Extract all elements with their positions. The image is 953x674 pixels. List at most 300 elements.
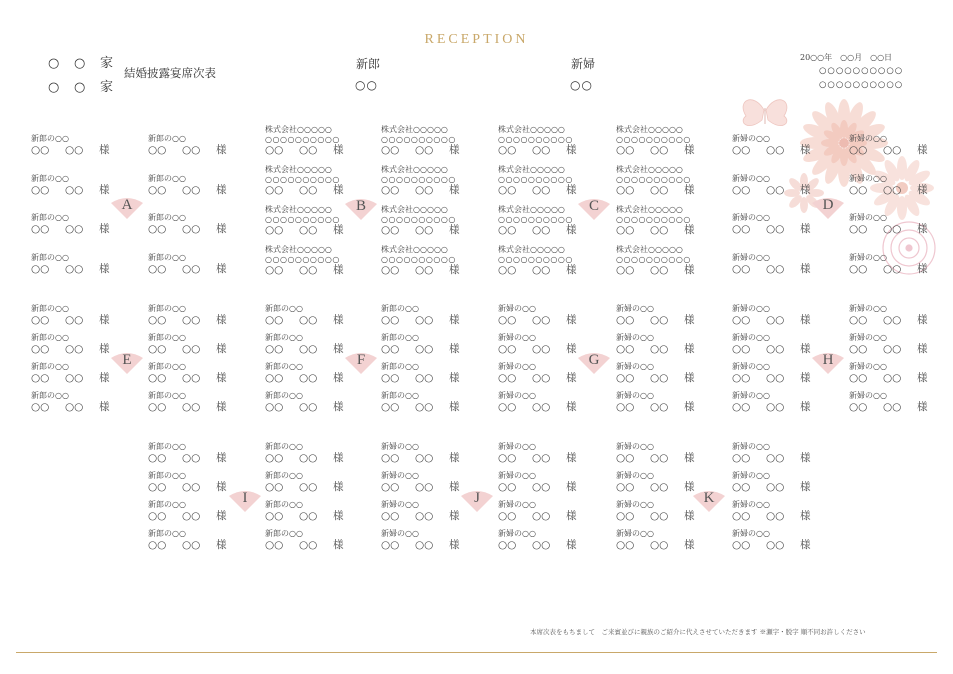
guest-honorific: 様 — [684, 144, 695, 156]
guest-honorific: 様 — [800, 183, 811, 196]
table-label: B — [355, 198, 366, 214]
guest-relation: 新婦の○○ — [498, 333, 536, 342]
guest-entry — [732, 529, 842, 555]
guest-name — [265, 481, 375, 493]
guest-honorific: 様 — [449, 481, 460, 493]
guest-family-name: ○○ — [498, 401, 517, 413]
guest-entry — [498, 304, 608, 330]
guest-relation: 新郎の○○ — [31, 173, 69, 183]
guest-entry — [381, 245, 491, 276]
guest-family-name: ○○ — [148, 481, 167, 493]
guest-family-name: ○○ — [148, 343, 167, 355]
family-row-1 — [48, 52, 113, 71]
guest-relation: 新婦の○○ — [498, 362, 536, 371]
guest-name — [616, 314, 726, 326]
table-label: J — [474, 489, 480, 506]
guest-name — [265, 452, 375, 464]
guest-family-name: ○○ — [31, 144, 50, 156]
guest-given-name: ○○ — [182, 262, 201, 275]
guest-given-name: ○○ — [766, 401, 785, 413]
guest-relation: 新婦の○○ — [381, 442, 419, 451]
guest-honorific: 様 — [684, 452, 695, 464]
guest-relation: 新婦の○○ — [732, 442, 770, 451]
guest-name — [148, 372, 258, 384]
guest-honorific: 様 — [566, 372, 577, 384]
guest-department: ○○○○○○○○○○ — [616, 255, 691, 264]
guest-entry — [265, 529, 375, 555]
guest-honorific: 様 — [333, 510, 344, 522]
guest-family-name: ○○ — [732, 510, 751, 522]
guest-relation: 新婦の○○ — [849, 333, 887, 342]
guest-family-name: ○○ — [31, 343, 50, 355]
guest-given-name: ○○ — [65, 343, 84, 355]
guest-given-name: ○○ — [766, 343, 785, 355]
guest-company: 株式会社○○○○○ — [616, 245, 683, 254]
guest-given-name: ○○ — [415, 264, 434, 276]
guest-family-name: ○○ — [381, 314, 400, 326]
guest-family-name: ○○ — [616, 343, 635, 355]
guest-entry — [849, 134, 953, 160]
guest-given-name: ○○ — [650, 372, 669, 384]
guest-honorific: 様 — [684, 184, 695, 196]
guest-family-name: ○○ — [265, 314, 284, 326]
guest-entry — [616, 333, 726, 359]
guest-name — [732, 372, 842, 384]
guest-entry — [849, 174, 953, 200]
guest-family-name: ○○ — [148, 183, 167, 196]
guest-entry — [381, 165, 491, 196]
guest-name — [148, 452, 258, 464]
guest-honorific: 様 — [800, 481, 811, 493]
guest-entry — [849, 391, 953, 417]
guest-given-name: ○○ — [650, 401, 669, 413]
guest-relation: 新郎の○○ — [265, 304, 303, 313]
guest-name — [498, 452, 608, 464]
guest-family-name: ○○ — [616, 224, 635, 236]
guest-honorific: 様 — [684, 539, 695, 551]
table-label: G — [588, 351, 600, 368]
guest-honorific: 様 — [917, 144, 928, 156]
guest-given-name: ○○ — [65, 401, 84, 413]
guest-name — [381, 452, 491, 464]
guest-department: ○○○○○○○○○○ — [381, 255, 456, 264]
guest-name — [381, 539, 491, 551]
guest-given-name: ○○ — [65, 223, 84, 235]
guest-given-name: ○○ — [883, 223, 902, 235]
guest-entry — [265, 125, 375, 156]
guest-name — [849, 184, 953, 196]
guest-family-name: ○○ — [616, 372, 635, 384]
table-label: D — [822, 197, 834, 214]
family-circle: ○ — [74, 56, 86, 71]
guest-relation: 新婦の○○ — [616, 362, 654, 371]
guest-entry — [265, 471, 375, 497]
table-label: I — [242, 489, 248, 506]
footer-rule — [16, 652, 937, 653]
guest-given-name: ○○ — [65, 314, 84, 326]
guest-honorific: 様 — [99, 183, 110, 196]
guest-given-name: ○○ — [532, 144, 551, 156]
guest-given-name: ○○ — [650, 144, 669, 156]
guest-name — [31, 263, 141, 275]
guest-family-name: ○○ — [31, 314, 50, 326]
guest-family-name: ○○ — [616, 314, 635, 326]
guest-honorific: 様 — [99, 314, 110, 326]
guest-family-name: ○○ — [616, 264, 635, 276]
guest-relation: 新婦の○○ — [849, 362, 887, 371]
guest-entry — [732, 471, 842, 497]
guest-honorific: 様 — [216, 372, 227, 384]
guest-name — [148, 223, 258, 235]
guest-relation: 新婦の○○ — [381, 500, 419, 509]
guest-relation: 新郎の○○ — [148, 134, 186, 143]
guest-family-name: ○○ — [265, 539, 284, 551]
guest-relation: 新婦の○○ — [732, 304, 770, 313]
guest-given-name: ○○ — [415, 314, 434, 326]
guest-given-name: ○○ — [415, 539, 434, 551]
guest-honorific: 様 — [684, 314, 695, 326]
guest-family-name: ○○ — [381, 481, 400, 493]
guest-family-name: ○○ — [381, 224, 400, 236]
guest-family-name: ○○ — [732, 343, 751, 355]
guest-honorific: 様 — [333, 314, 344, 326]
guest-honorific: 様 — [216, 144, 227, 156]
guest-department: ○○○○○○○○○○ — [498, 255, 573, 264]
guest-department: ○○○○○○○○○○ — [498, 215, 573, 224]
guest-relation: 新郎の○○ — [148, 362, 186, 371]
guest-name — [732, 223, 842, 235]
guest-entry — [616, 442, 726, 468]
guest-honorific: 様 — [800, 372, 811, 384]
guest-given-name: ○○ — [182, 314, 201, 326]
guest-given-name: ○○ — [532, 401, 551, 413]
guest-family-name: ○○ — [148, 372, 167, 384]
table-label: A — [121, 197, 133, 214]
guest-family-name: ○○ — [732, 144, 751, 156]
guest-honorific: 様 — [917, 372, 928, 384]
guest-relation: 新婦の○○ — [732, 252, 770, 262]
guest-honorific: 様 — [684, 372, 695, 384]
guest-family-name: ○○ — [381, 510, 400, 522]
guest-given-name: ○○ — [415, 224, 434, 236]
guest-relation: 新郎の○○ — [148, 391, 186, 400]
guest-company: 株式会社○○○○○ — [498, 205, 565, 214]
guest-family-name: ○○ — [381, 372, 400, 384]
guest-relation: 新婦の○○ — [849, 252, 887, 262]
guest-given-name: ○○ — [650, 481, 669, 493]
guest-given-name: ○○ — [415, 510, 434, 522]
guest-family-name: ○○ — [849, 144, 868, 156]
guest-name — [849, 314, 953, 326]
guest-honorific: 様 — [917, 223, 928, 235]
guest-relation: 新郎の○○ — [31, 213, 69, 222]
guest-honorific: 様 — [684, 343, 695, 355]
guest-honorific: 様 — [566, 224, 577, 236]
guest-given-name: ○○ — [299, 144, 318, 156]
guest-name — [31, 144, 141, 156]
guest-company: 株式会社○○○○○ — [381, 165, 448, 174]
guest-family-name: ○○ — [732, 401, 751, 413]
guest-entry — [616, 391, 726, 417]
guest-given-name: ○○ — [766, 144, 785, 156]
guest-relation: 新婦の○○ — [732, 362, 770, 371]
guest-family-name: ○○ — [148, 144, 167, 156]
guest-department: ○○○○○○○○○○ — [616, 215, 691, 224]
guest-relation: 新郎の○○ — [381, 304, 419, 313]
guest-family-name: ○○ — [265, 452, 284, 464]
family-circle: ○ — [48, 56, 60, 71]
guest-honorific: 様 — [449, 264, 460, 276]
butterfly-icon — [743, 100, 787, 126]
guest-company: 株式会社○○○○○ — [265, 165, 332, 174]
family-circle: ○ — [48, 80, 60, 95]
guest-name — [498, 184, 608, 196]
guest-entry — [148, 304, 258, 330]
guest-honorific: 様 — [917, 183, 928, 196]
guest-relation: 新郎の○○ — [31, 362, 69, 371]
guest-given-name: ○○ — [532, 184, 551, 196]
guest-given-name: ○○ — [182, 144, 201, 156]
guest-entry — [849, 362, 953, 388]
guest-entry — [148, 213, 258, 239]
guest-entry — [148, 333, 258, 359]
guest-entry — [31, 253, 141, 279]
guest-honorific: 様 — [800, 539, 811, 551]
wedding-date: 20○○年 ○○月 ○○日 — [800, 53, 893, 62]
guest-honorific: 様 — [449, 314, 460, 326]
guest-honorific: 様 — [449, 401, 460, 413]
guest-relation: 新郎の○○ — [381, 391, 419, 400]
guest-entry — [498, 125, 608, 156]
groom-name: ○○ — [355, 78, 378, 92]
guest-name — [31, 184, 141, 196]
guest-name — [148, 314, 258, 326]
guest-given-name: ○○ — [415, 372, 434, 384]
guest-given-name: ○○ — [299, 314, 318, 326]
guest-honorific: 様 — [449, 452, 460, 464]
guest-relation: 新婦の○○ — [616, 471, 654, 480]
guest-relation: 新婦の○○ — [616, 500, 654, 509]
guest-relation: 新郎の○○ — [381, 333, 419, 342]
guest-honorific: 様 — [449, 224, 460, 236]
guest-name — [849, 263, 953, 275]
guest-given-name: ○○ — [532, 224, 551, 236]
guest-relation: 新婦の○○ — [732, 134, 770, 143]
guest-given-name: ○○ — [182, 510, 201, 522]
guest-family-name: ○○ — [849, 401, 868, 413]
guest-entry — [616, 362, 726, 388]
guest-relation: 新婦の○○ — [498, 529, 536, 538]
guest-given-name: ○○ — [182, 372, 201, 384]
guest-relation: 新婦の○○ — [498, 471, 536, 480]
venue-line-1: ○○○○○○○○○○ — [819, 66, 904, 76]
document-title: 結婚披露宴席次表 — [124, 66, 216, 80]
guest-honorific: 様 — [684, 401, 695, 413]
guest-name — [616, 452, 726, 464]
guest-honorific: 様 — [216, 510, 227, 522]
guest-name — [616, 144, 726, 156]
guest-family-name: ○○ — [732, 314, 751, 326]
guest-family-name: ○○ — [732, 481, 751, 493]
guest-relation: 新郎の○○ — [265, 362, 303, 371]
guest-relation: 新婦の○○ — [498, 500, 536, 509]
guest-company: 株式会社○○○○○ — [265, 125, 332, 134]
guest-honorific: 様 — [566, 481, 577, 493]
guest-entry — [498, 471, 608, 497]
guest-family-name: ○○ — [381, 144, 400, 156]
guest-entry — [498, 500, 608, 526]
guest-honorific: 様 — [333, 372, 344, 384]
guest-relation: 新郎の○○ — [265, 391, 303, 400]
guest-given-name: ○○ — [65, 183, 84, 196]
guest-entry — [849, 253, 953, 279]
guest-name — [732, 144, 842, 156]
guest-given-name: ○○ — [883, 401, 902, 413]
guest-family-name: ○○ — [732, 223, 751, 235]
guest-honorific: 様 — [800, 343, 811, 355]
guest-family-name: ○○ — [265, 224, 284, 236]
guest-name — [148, 184, 258, 196]
guest-given-name: ○○ — [415, 144, 434, 156]
guest-entry — [381, 442, 491, 468]
guest-given-name: ○○ — [650, 314, 669, 326]
guest-honorific: 様 — [333, 539, 344, 551]
guest-family-name: ○○ — [732, 372, 751, 384]
page-title: RECEPTION — [424, 32, 529, 47]
guest-given-name: ○○ — [883, 144, 902, 156]
guest-entry — [732, 253, 842, 279]
guest-given-name: ○○ — [299, 184, 318, 196]
guest-name — [732, 184, 842, 196]
guest-company: 株式会社○○○○○ — [616, 165, 683, 174]
guest-name — [265, 144, 375, 156]
guest-given-name: ○○ — [766, 183, 785, 196]
guest-given-name: ○○ — [182, 539, 201, 551]
guest-name — [616, 372, 726, 384]
family-row-2 — [48, 76, 113, 95]
guest-family-name: ○○ — [732, 183, 751, 196]
guest-name — [381, 184, 491, 196]
guest-honorific: 様 — [99, 144, 110, 156]
guest-family-name: ○○ — [616, 539, 635, 551]
guest-name — [849, 343, 953, 355]
guest-relation: 新婦の○○ — [732, 500, 770, 509]
guest-given-name: ○○ — [415, 481, 434, 493]
guest-company: 株式会社○○○○○ — [381, 245, 448, 254]
guest-relation: 新婦の○○ — [732, 173, 770, 183]
guest-given-name: ○○ — [299, 452, 318, 464]
guest-department: ○○○○○○○○○○ — [265, 135, 340, 144]
guest-relation: 新婦の○○ — [616, 333, 654, 342]
guest-given-name: ○○ — [182, 343, 201, 355]
guest-honorific: 様 — [99, 401, 110, 413]
guest-honorific: 様 — [449, 144, 460, 156]
guest-honorific: 様 — [333, 481, 344, 493]
guest-relation: 新婦の○○ — [732, 529, 770, 538]
guest-name — [616, 401, 726, 413]
guest-family-name: ○○ — [265, 401, 284, 413]
table-label: F — [356, 351, 366, 368]
guest-given-name: ○○ — [766, 372, 785, 384]
guest-entry — [148, 134, 258, 160]
guest-company: 株式会社○○○○○ — [498, 125, 565, 134]
guest-honorific: 様 — [216, 314, 227, 326]
guest-relation: 新郎の○○ — [148, 442, 186, 451]
guest-family-name: ○○ — [498, 224, 517, 236]
guest-entry — [265, 442, 375, 468]
guest-name — [31, 372, 141, 384]
guest-honorific: 様 — [449, 343, 460, 355]
guest-entry — [148, 442, 258, 468]
guest-family-name: ○○ — [616, 452, 635, 464]
guest-entry — [498, 245, 608, 276]
guest-given-name: ○○ — [650, 184, 669, 196]
guest-given-name: ○○ — [650, 224, 669, 236]
guest-given-name: ○○ — [532, 539, 551, 551]
guest-name — [31, 223, 141, 235]
guest-relation: 新婦の○○ — [732, 391, 770, 400]
guest-name — [616, 184, 726, 196]
guest-given-name: ○○ — [532, 343, 551, 355]
guest-family-name: ○○ — [849, 183, 868, 196]
guest-given-name: ○○ — [182, 223, 201, 235]
guest-relation: 新郎の○○ — [265, 471, 303, 480]
guest-honorific: 様 — [684, 510, 695, 522]
guest-honorific: 様 — [216, 223, 227, 235]
venue-line-2: ○○○○○○○○○○ — [819, 80, 904, 90]
guest-entry — [31, 134, 141, 160]
guest-name — [148, 144, 258, 156]
guest-honorific: 様 — [917, 262, 928, 275]
guest-honorific: 様 — [800, 223, 811, 235]
guest-honorific: 様 — [917, 314, 928, 326]
guest-relation: 新郎の○○ — [31, 134, 69, 143]
guest-family-name: ○○ — [31, 401, 50, 413]
guest-entry — [498, 442, 608, 468]
guest-entry — [148, 174, 258, 200]
guest-given-name: ○○ — [883, 183, 902, 196]
guest-family-name: ○○ — [148, 223, 167, 235]
guest-name — [381, 224, 491, 236]
guest-honorific: 様 — [449, 372, 460, 384]
guest-company: 株式会社○○○○○ — [381, 205, 448, 214]
guest-entry — [616, 125, 726, 156]
guest-relation: 新婦の○○ — [616, 442, 654, 451]
guest-name — [265, 184, 375, 196]
guest-given-name: ○○ — [415, 184, 434, 196]
guest-name — [849, 144, 953, 156]
guest-entry — [381, 362, 491, 388]
guest-honorific: 様 — [566, 144, 577, 156]
guest-honorific: 様 — [333, 184, 344, 196]
guest-relation: 新婦の○○ — [849, 304, 887, 313]
guest-given-name: ○○ — [299, 264, 318, 276]
guest-relation: 新婦の○○ — [849, 173, 887, 183]
family-circle: ○ — [74, 80, 86, 95]
guest-name — [849, 401, 953, 413]
guest-given-name: ○○ — [766, 262, 785, 275]
guest-name — [616, 224, 726, 236]
guest-honorific: 様 — [800, 452, 811, 464]
guest-entry — [381, 304, 491, 330]
guest-family-name: ○○ — [616, 184, 635, 196]
guest-family-name: ○○ — [381, 264, 400, 276]
guest-name — [498, 144, 608, 156]
guest-given-name: ○○ — [182, 401, 201, 413]
guest-family-name: ○○ — [265, 510, 284, 522]
guest-relation: 新郎の○○ — [148, 471, 186, 480]
guest-company: 株式会社○○○○○ — [616, 205, 683, 214]
